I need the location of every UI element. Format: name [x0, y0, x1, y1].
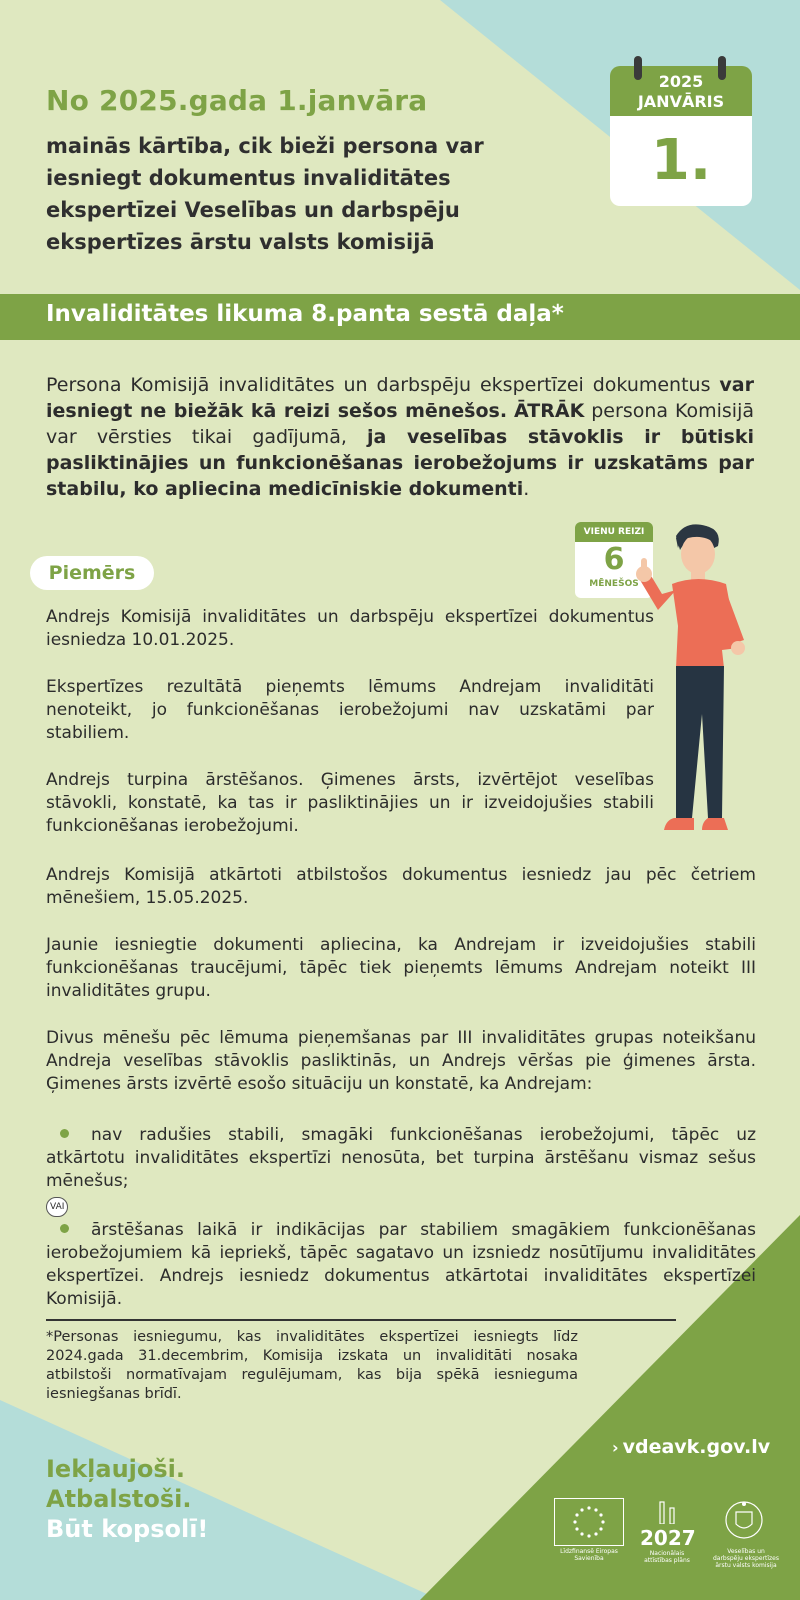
mini-calendar-top: VIENU REIZI [575, 522, 653, 542]
intro-bold: ja veselības stāvoklis ir būtiski pasliktinājies un funkcionēšanas ierobežojums ir uzskatāms par stabilu, ko apliecina medicīniskie dokumenti [46, 426, 754, 500]
calendar-icon [610, 66, 752, 206]
slogan-line: Būt kopsolī! [46, 1515, 209, 1543]
plan-2027-label: Nacionālais attīstības plāns [644, 1550, 690, 1564]
example-paragraph: Divus mēnešu pēc lēmuma pieņemšanas par III invaliditātes grupas noteikšanu Andreja veselības stāvoklis pasliktinās, un Andrejs vēršas pie ģimenes ārsta. Ģimenes ārsts izvērtē esošo situāciju un konstatē, ka Andrejam: [46, 1028, 756, 1094]
bullet-icon [60, 1129, 69, 1138]
chevron-right-icon: › [612, 1438, 619, 1457]
intro-bold: ĀTRĀK [514, 400, 585, 422]
example-paragraph: Jaunie iesniegtie dokumenti apliecina, ka Andrejam ir izveidojušies stabili funkcionēšanas traucējumi, tāpēc tiek pieņemts lēmums Andrejam noteikt III invaliditātes grupu. [46, 935, 756, 1001]
calendar-month: JANVĀRIS [637, 92, 725, 111]
section-title: Invaliditātes likuma 8.panta sestā daļa* [46, 301, 564, 327]
intro-text: . [523, 478, 530, 500]
intro-text: Persona Komisijā invaliditātes un darbspēju ekspertīzei dokumentus [46, 374, 720, 396]
agency-crest-icon [722, 1498, 766, 1542]
example-paragraph: Andrejs Komisijā atkārtoti atbilstošos dokumentus iesniedz jau pēc četriem mēnešiem, 15.05.2025. [46, 865, 756, 908]
calendar-ring-icon [718, 56, 726, 80]
eu-logo-label: Līdzfinansē Eiropas Savienība [560, 1548, 618, 1562]
list-item-text: ārstēšanas laikā ir indikācijas par stabiliem smagākiem funkcionēšanas ierobežojumiem kā iepriekš, tāpēc sagatavo un izsniedz nosūtījumu invaliditātes ekspertīzei. Andrejs iesniedz dokumentus atkārtotai invaliditātes ekspertīzei Komisijā. [46, 1220, 756, 1309]
hero-date-heading: No 2025.gada 1.janvāra [46, 84, 428, 117]
example-paragraph: Ekspertīzes rezultātā pieņemts lēmums Andrejam invaliditāti nenoteikt, jo funkcionēšanas ierobežojumi nav uzskatāmi par stabiliem. [46, 677, 654, 743]
website-text: vdeavk.gov.lv [622, 1436, 771, 1458]
slogan-line: Iekļaujoši. [46, 1455, 186, 1483]
calendar-year: 2025 [658, 72, 704, 91]
example-paragraph: Andrejs Komisijā invaliditātes un darbspēju ekspertīzei dokumentus iesniedza 10.01.2025. [46, 607, 654, 650]
list-item-text: nav radušies stabili, smagāki funkcionēšanas ierobežojumi, tāpēc uz atkārtotu invaliditātes ekspertīzi nenosūta, bet turpina ārstēšanu vismaz sešus mēnešus; [46, 1125, 756, 1191]
example-label: Piemērs [30, 556, 154, 590]
outcome-list [46, 1124, 756, 1311]
example-text-wide [46, 864, 756, 1096]
bullet-icon [60, 1224, 69, 1233]
list-item [46, 1124, 756, 1193]
mini-calendar-bottom: MĒNEŠOS [589, 579, 639, 589]
example-text-narrow [46, 606, 654, 862]
plan-bars-icon [656, 1500, 680, 1524]
footnote: *Personas iesniegumu, kas invaliditātes ekspertīzei iesniegts līdz 2024.gada 31.decembrim, Komisija izskata un invaliditāti nosaka atbilstoši normatīvajam regulējumam, kas bija spēkā iesnieguma iesniegšanas brīdī. [46, 1329, 578, 1402]
calendar-ring-icon [634, 56, 642, 80]
agency-logo-label: Veselības un darbspēju ekspertīzes ārstu valsts komisija [712, 1548, 779, 1569]
slogan-line: Atbalstoši. [46, 1485, 192, 1513]
intro-paragraph [46, 372, 754, 502]
plan-2027-number: 2027 [640, 1526, 696, 1550]
eu-flag-icon [554, 1498, 624, 1546]
footnote-divider [46, 1319, 676, 1321]
example-paragraph: Andrejs turpina ārstēšanos. Ģimenes ārsts, izvērtējot veselības stāvokli, konstatē, ka tas ir pasliktinājies un ir izveidojušies stabili funkcionēšanas ierobežojumi. [46, 770, 654, 836]
intro-text: persona Komisijā var vērsties tikai gadījumā, [46, 400, 755, 448]
list-item [46, 1219, 756, 1311]
mini-calendar-number: 6 [603, 542, 625, 577]
slogan [46, 1454, 208, 1544]
section-band [0, 294, 800, 340]
or-badge: VAI [46, 1197, 68, 1217]
calendar-day: 1. [610, 116, 752, 206]
intro-bold: var iesniegt ne biežāk kā reizi sešos mēnešos. [46, 374, 754, 422]
hero-subtitle: mainās kārtība, cik bieži persona var iesniegt dokumentus invaliditātes ekspertīzei Veselības un darbspēju ekspertīzes ārstu valsts komisijā [46, 134, 484, 254]
website-link[interactable] [612, 1436, 770, 1458]
